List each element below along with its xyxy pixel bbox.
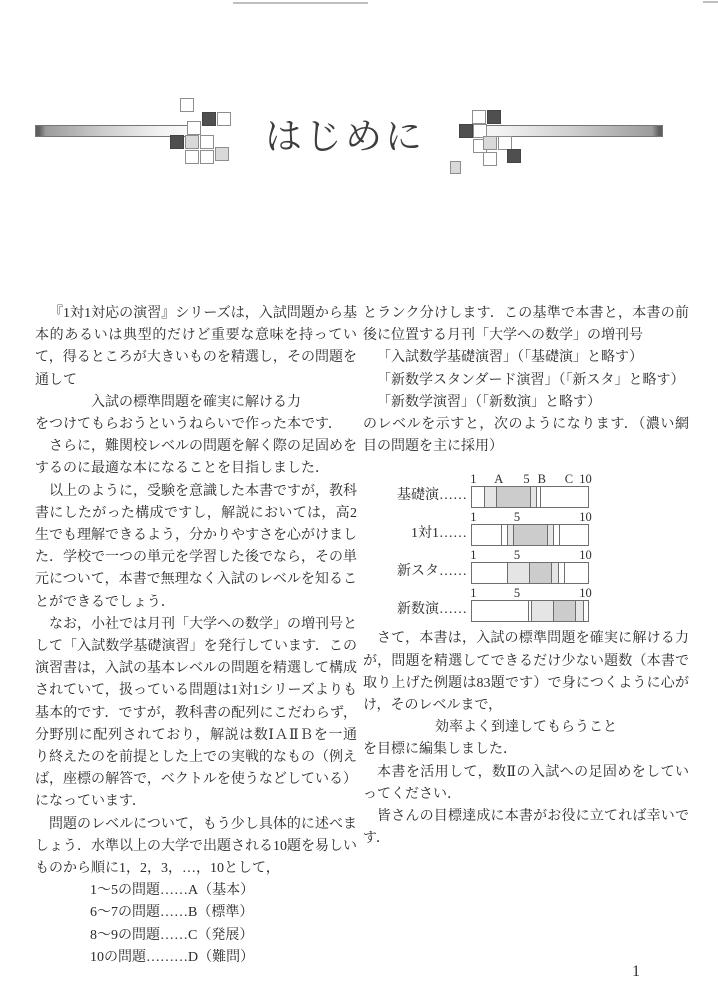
mosaic-square — [185, 135, 199, 149]
book-item: 「新数学スタンダード演習」（「新スタ」と略す） — [377, 372, 685, 388]
chart-row — [363, 470, 689, 508]
chart-segment — [559, 525, 588, 545]
chart-segment — [540, 487, 588, 507]
chart-row — [363, 546, 689, 584]
chart-segment — [575, 601, 583, 621]
mosaic-square — [202, 112, 216, 126]
chart-tick-label: C — [564, 472, 574, 487]
chart-segment — [484, 487, 497, 507]
chart-row-label: 1対1…… — [411, 526, 467, 542]
mosaic-square — [483, 152, 497, 166]
paragraph: 皆さんの目標達成に本書がお役に立てれば幸いです． — [363, 809, 689, 847]
chart-tick-label: 1 — [470, 510, 477, 525]
mosaic-square — [200, 150, 214, 164]
level-item: 6～7の問題……B（標準） — [90, 905, 254, 921]
chart-row — [363, 584, 689, 622]
chart-segment — [551, 563, 559, 583]
mosaic-square — [200, 135, 214, 149]
right-column — [363, 303, 689, 850]
chart-segment — [472, 487, 484, 507]
book-item: 「新数学演習」（「新数演」と略す） — [377, 394, 601, 410]
paragraph: 問題のレベルについて，もう少し具体的に述べましょう．水準以上の大学で出題される10題を易しいものから順に1，2，3，…，10として， — [35, 816, 357, 877]
paragraph: のレベルを示すと，次のようになります．（濃い網目の問題を主に採用） — [363, 417, 689, 455]
chart-tick-label: 10 — [579, 586, 592, 601]
level-chart — [363, 470, 689, 622]
chart-row-label: 基礎演…… — [397, 488, 467, 504]
chart-segment — [513, 525, 547, 545]
chart-tick-label: B — [537, 472, 546, 487]
chart-tick-label: 1 — [470, 472, 477, 487]
mosaic-square — [483, 136, 497, 150]
paragraph: 『1対1対応の演習』シリーズは，入試問題から基本的あるいは典型的だけど重要な意味を持っていて，得るところが大きいものを精選し，その問題を通して — [35, 306, 357, 388]
chart-segment — [529, 563, 551, 583]
level-item: 1～5の問題……A（基本） — [90, 883, 255, 899]
level-item: 10の問題………D（難問） — [90, 949, 255, 965]
chart-segment — [507, 563, 529, 583]
paragraph: をつけてもらおうというねらいで作った本です． — [35, 417, 342, 433]
mosaic-square — [180, 98, 194, 112]
chart-tick-label: 1 — [470, 586, 477, 601]
scan-artifact — [233, 2, 368, 4]
left-column — [35, 303, 357, 969]
chart-bar — [471, 600, 589, 622]
book-list — [363, 347, 689, 414]
paragraph: 以上のように，受験を意識した本書ですが，教科書にしたがった構成ですし，解説においては，高2生でも理解できるよう，分かりやすさを心がけました．学校で一つの単元を学習した後でなら，その単元について，本書で無理なく入試のレベルを知ることができるでしょう． — [35, 483, 357, 610]
mosaic-square — [215, 147, 229, 161]
chart-segment — [583, 601, 588, 621]
chart-bar — [471, 486, 589, 508]
mosaic-square — [472, 110, 486, 124]
chart-bar — [471, 562, 589, 584]
mosaic-square — [217, 112, 231, 126]
mosaic-square — [170, 135, 184, 149]
chart-segment — [472, 601, 528, 621]
page-title: はじめに — [265, 115, 425, 158]
chart-tick-label: 5 — [513, 586, 521, 601]
chart-segment — [496, 487, 530, 507]
paragraph: 本書を活用して，数Ⅱの入試への足固めをしていってください． — [363, 764, 689, 802]
mosaic-square — [487, 110, 501, 124]
level-list — [35, 880, 357, 969]
chart-tick-label: 10 — [579, 472, 592, 487]
mosaic-square — [450, 161, 461, 174]
chart-row-label: 新数演…… — [397, 602, 467, 618]
chart-segment — [564, 563, 588, 583]
chart-tick-label: 10 — [579, 548, 592, 563]
chart-tick-label: 5 — [523, 472, 530, 487]
chart-segment — [472, 563, 507, 583]
scan-artifact — [703, 1, 718, 3]
chart-segment — [472, 525, 501, 545]
centered-line: 入試の標準問題を確実に解ける力 — [91, 394, 301, 410]
chart-segment — [531, 601, 552, 621]
chart-tick-label: 5 — [513, 548, 521, 563]
chart-tick-label: A — [494, 472, 504, 487]
level-item: 8～9の問題……C（発展） — [90, 927, 254, 943]
paragraph: を目標に編集しました． — [363, 742, 517, 758]
mosaic-square — [507, 149, 521, 163]
chart-segment — [553, 601, 575, 621]
book-item: 「入試数学基礎演習」（「基礎演」と略す） — [377, 350, 643, 366]
chart-tick-label: 10 — [579, 510, 592, 525]
chart-bar — [471, 524, 589, 546]
mosaic-square — [498, 136, 512, 150]
mosaic-square — [187, 121, 201, 135]
chart-tick-label: 5 — [513, 510, 521, 525]
chart-tick-label: 1 — [470, 548, 477, 563]
paragraph: とランク分けします．この基準で本書と，本書の前後に位置する月刊「大学への数学」の増刊号 — [363, 306, 689, 344]
paragraph: さて，本書は，入試の標準問題を確実に解ける力が，問題を精選してできるだけ少ない題数（本書で取り上げた例題は83題です）で身につくように心がけ，そのレベルまで， — [363, 631, 689, 714]
centered-line: 効率よく到達してもらうこと — [435, 720, 617, 736]
mosaic-square — [459, 124, 473, 138]
mosaic-square — [185, 150, 199, 164]
chart-row-label: 新スタ…… — [397, 564, 467, 580]
chart-row — [363, 508, 689, 546]
paragraph: さらに，難関校レベルの問題を解く際の足固めをするのに最適な本になることを目指しました． — [35, 439, 357, 477]
page-number: 1 — [632, 963, 640, 980]
paragraph: なお，小社では月刊「大学への数学」の増刊号として「入試数学基礎演習」を発行しています．この演習書は，入試の基本レベルの問題を精選して構成されていて，扱っている問題は1対1シリーズよりも基本的です．ですが，教科書の配列にこだわらず，分野別に配列されており，解説は数ⅠＡⅡＢを一通り終えたのを前提とした上での実戦的なもの（例えば，座標の解答で，ベクトルを使うなどしている）になっています． — [35, 616, 357, 810]
